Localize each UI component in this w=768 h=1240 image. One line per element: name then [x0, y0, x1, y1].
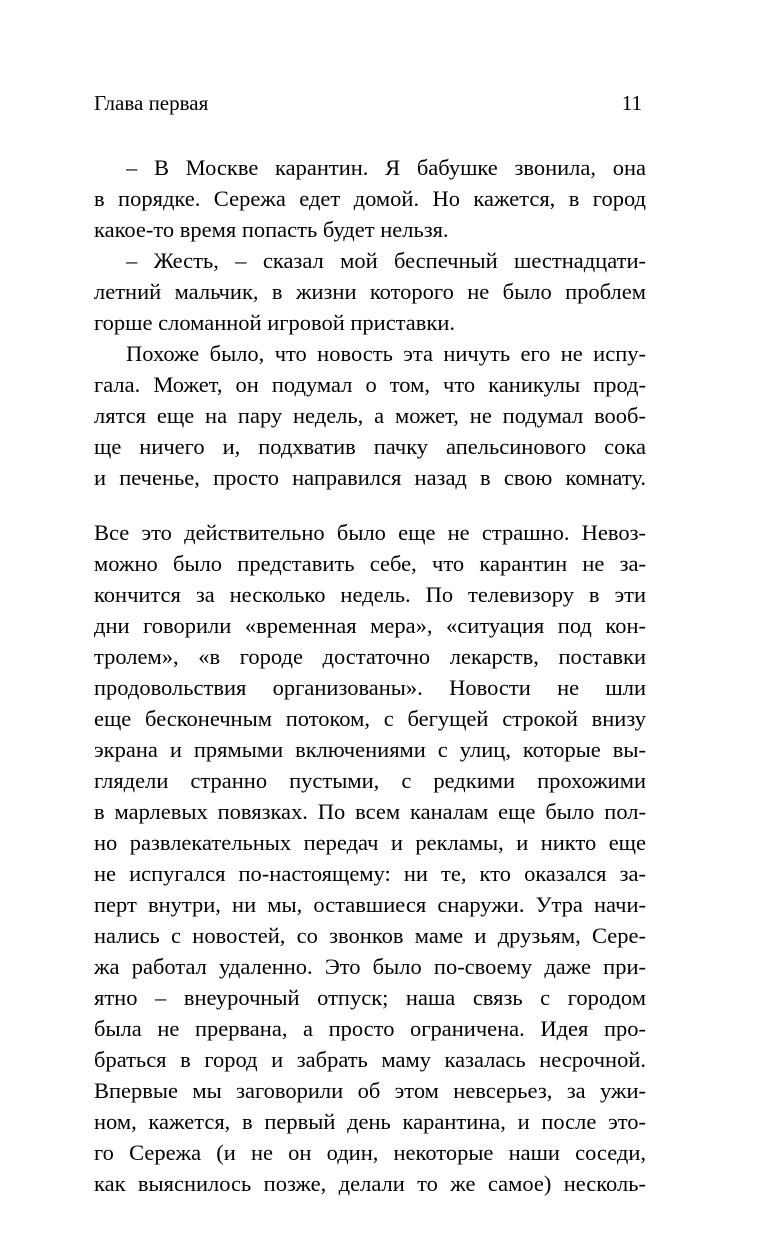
text-line: но развлекательных передач и рекламы, и никто еще [94, 830, 646, 855]
text-line: го Сережа (и не он один, некоторые наши соседи, [94, 1140, 646, 1165]
text-line: Все это действительно было еще не страшно. Невоз- [94, 520, 646, 545]
text-line: тролем», «в городе достаточно лекарств, поставки [94, 644, 646, 669]
page-number: 11 [621, 91, 642, 115]
text-line: глядели странно пустыми, с редкими прохожими [94, 768, 646, 793]
text-line: нались с новостей, со звонков маме и друзьям, Сере- [94, 923, 646, 948]
text-line: – В Москве карантин. Я бабушке звонила, она [126, 155, 646, 180]
text-line: дни говорили «временная мера», «ситуация под кон- [94, 613, 646, 638]
text-line: ще ничего и, подхватив пачку апельсинового сока [94, 434, 646, 459]
text-line: не испугался по-настоящему: ни те, кто оказался за- [94, 861, 646, 886]
text-line: продовольствия организованы». Новости не шли [94, 675, 646, 700]
text-line: Впервые мы заговорили об этом невсерьез, за ужи- [94, 1078, 646, 1103]
text-line: в марлевых повязках. По всем каналам еще было пол- [94, 799, 646, 824]
text-line: жа работал удаленно. Это было по-своему даже при- [94, 954, 646, 979]
text-line: была не прервана, а просто ограничена. Идея про- [94, 1016, 646, 1041]
text-line: летний мальчик, в жизни которого не было проблем [94, 279, 646, 304]
chapter-title: Глава первая [94, 91, 209, 115]
text-line: еще бесконечным потоком, с бегущей строкой внизу [94, 706, 646, 731]
text-line: можно было представить себе, что карантин не за- [94, 551, 646, 576]
text-line: ном, кажется, в первый день карантина, и после это- [94, 1109, 646, 1134]
text-line: ятно – внеурочный отпуск; наша связь с городом [94, 985, 646, 1010]
text-line: – Жесть, – сказал мой беспечный шестнадцати- [126, 248, 646, 273]
text-line: браться в город и забрать маму казалась несрочной. [94, 1047, 646, 1072]
text-line: как выяснилось позже, делали то же самое) несколь- [94, 1171, 646, 1196]
text-line: в порядке. Сережа едет домой. Но кажется, в город [94, 186, 646, 211]
text-line: и печенье, просто направился назад в свою комнату. [94, 465, 646, 490]
text-line: гала. Может, он подумал о том, что каникулы прод- [94, 372, 646, 397]
text-line: перт внутри, ни мы, оставшиеся снаружи. Утра начи- [94, 892, 646, 917]
text-line: какое-то время попасть будет нельзя. [94, 217, 449, 242]
text-line: кончится за несколько недель. По телевизору в эти [94, 582, 646, 607]
text-line: Похоже было, что новость эта ничуть его не испу- [126, 341, 646, 366]
text-line: лятся еще на пару недель, а может, не подумал вооб- [94, 403, 646, 428]
text-line: экрана и прямыми включениями с улиц, которые вы- [94, 737, 646, 762]
text-line: горше сломанной игровой приставки. [94, 310, 455, 335]
running-head [94, 88, 646, 118]
